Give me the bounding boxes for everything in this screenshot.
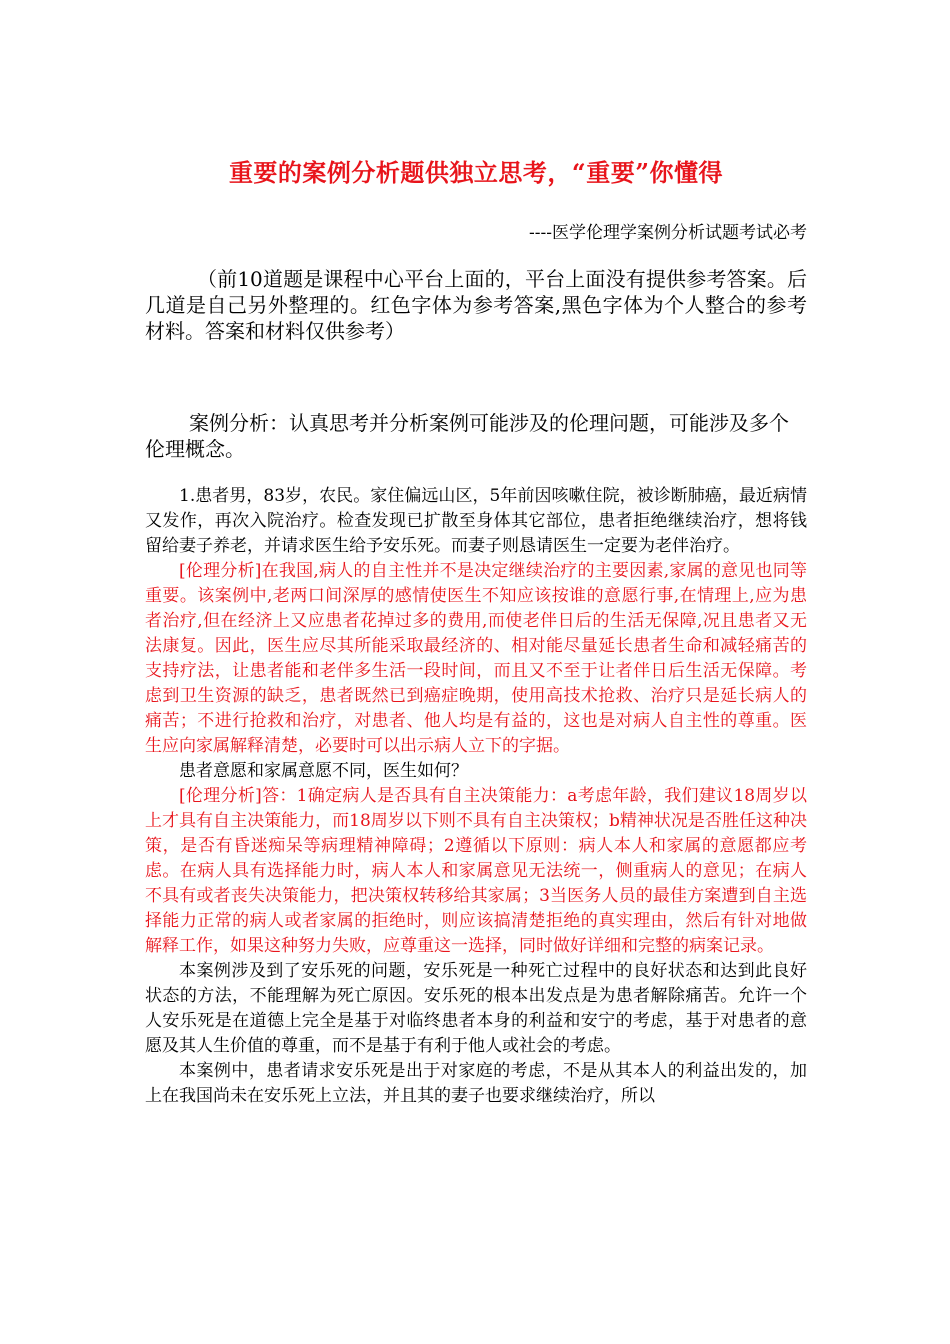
case-analysis-instruction: 案例分析：认真思考并分析案例可能涉及的伦理问题，可能涉及多个伦理概念。: [145, 411, 789, 461]
case-body: [145, 484, 807, 1109]
question-line: 患者意愿和家属意愿不同，医生如何？: [179, 761, 468, 781]
case-1-description: 1.患者男，83岁，农民。家住偏远山区，5年前因咳嗽住院，被诊断肺癌，最近病情又发作，再次入院治疗。检查发现已扩散至身体其它部位，患者拒绝继续治疗，想将钱留给妻子养老，并请求医生给予安乐死。而妻子则恳请医生一定要为老伴治疗。: [145, 486, 807, 556]
ethics-analysis-answer-2: [伦理分析]答：1确定病人是否具有自主决策能力：a考虑年龄，我们建议18周岁以上才具有自主决策能力，而18周岁以下则不具有自主决策权；b精神状况是否胜任这种决策，是否有昏迷痴呆等病理精神障碍；2遵循以下原则：病人本人和家属的意愿都应考虑。在病人具有选择能力时，病人本人和家属意见无法统一，侧重病人的意见；在病人不具有或者丧失决策能力，把决策权转移给其家属；3当医务人员的最佳方案遭到自主选择能力正常的病人或者家属的拒绝时，则应该搞清楚拒绝的真实理由，然后有针对地做解释工作，如果这种努力失败，应尊重这一选择，同时做好详细和完整的病案记录。: [145, 786, 807, 956]
reference-material-2: 本案例中，患者请求安乐死是出于对家庭的考虑，不是从其本人的利益出发的，加上在我国尚未在安乐死上立法，并且其的妻子也要求继续治疗，所以: [145, 1061, 807, 1106]
reference-material-1: 本案例涉及到了安乐死的问题，安乐死是一种死亡过程中的良好状态和达到此良好状态的方法，不能理解为死亡原因。安乐死的根本出发点是为患者解除痛苦。允许一个人安乐死是在道德上完全是基于对临终患者本身的利益和安宁的考虑，基于对患者的意愿及其人生价值的尊重，而不是基于有利于他人或社会的考虑。: [145, 961, 807, 1056]
document-subtitle: ----医学伦理学案例分析试题考试必考: [529, 223, 807, 243]
document-title: 重要的案例分析题供独立思考，“重要”你懂得: [228, 158, 724, 187]
ethics-analysis-answer: [伦理分析]在我国,病人的自主性并不是决定继续治疗的主要因素,家属的意见也同等重要。该案例中,老两口间深厚的感情使医生不知应该按谁的意愿行事,在情理上,应为患者治疗,但在经济上又应患者花掉过多的费用,而使老伴日后的生活无保障,况且患者又无法康复。因此，医生应尽其所能采取最经济的、相对能尽量延长患者生命和减轻痛苦的支持疗法，让患者能和老伴多生活一段时间，而且又不至于让者伴日后生活无保障。考虑到卫生资源的缺乏，患者既然已到癌症晚期，使用高技术抢救、治疗只是延长病人的痛苦；不进行抢救和治疗，对患者、他人均是有益的，这也是对病人自主性的尊重。医生应向家属解释清楚，必要时可以出示病人立下的字据。: [145, 561, 807, 756]
intro-note: （前10道题是课程中心平台上面的，平台上面没有提供参考答案。后几道是自己另外整理的。红色字体为参考答案,黑色字体为个人整合的参考材料。答案和材料仅供参考）: [145, 267, 807, 343]
